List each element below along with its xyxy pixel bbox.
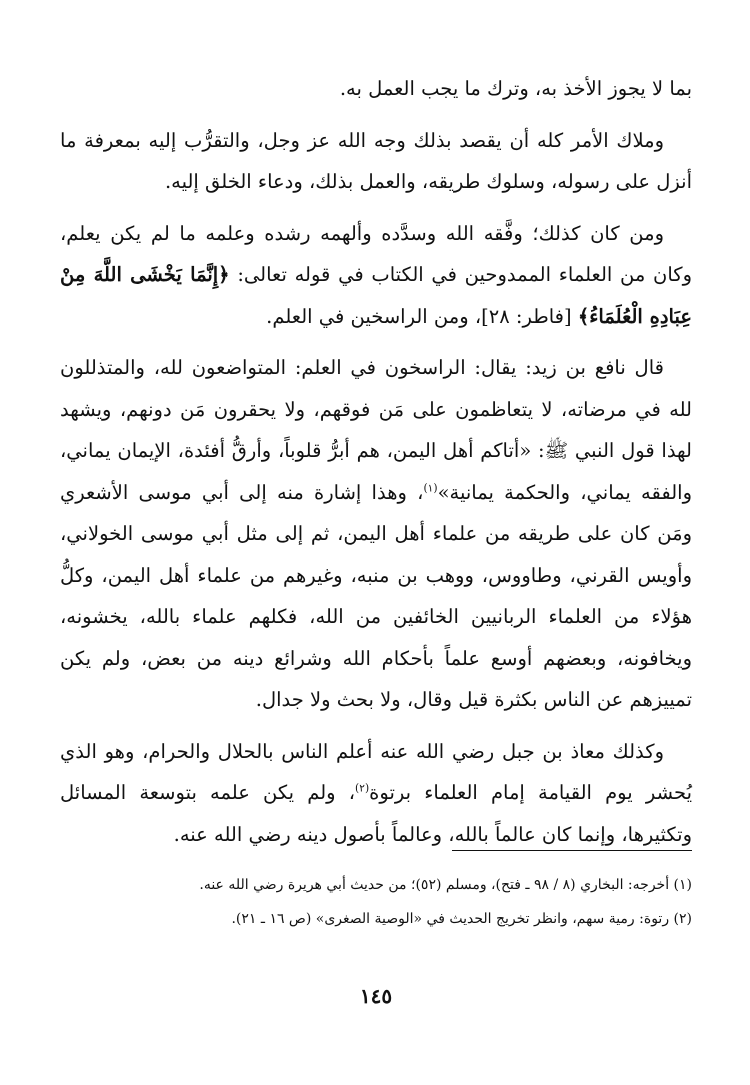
footnote-mark-1: (١) [423, 481, 438, 494]
footnote-2: (٢) رتوة: رمية سهم، وانظر تخريج الحديث في «الوصية الصغرى» (ص ١٦ ـ ٢١). [231, 911, 692, 927]
paragraph-1-text: بما لا يجوز الأخذ به، وترك ما يجب العمل به. [339, 77, 692, 100]
paragraph-5-continuation: ، ولم يكن علمه بتوسعة المسائل وتكثيرها، وإنما كان عالماً بالله، وعالماً بأصول دينه رضي الله عنه. [60, 781, 692, 846]
paragraph-2 [60, 120, 692, 203]
paragraph-4 [60, 347, 692, 721]
book-page [60, 0, 692, 1085]
quran-verse: ﴿إِنَّمَا يَخْشَى اللَّهَ مِنْ عِبَادِهِ الْعُلَمَاءُ﴾ [60, 263, 692, 328]
footnote-divider [452, 850, 692, 851]
paragraph-5-text: وكذلك معاذ بن جبل رضي الله عنه أعلم الناس بالحلال والحرام، وهو الذي يُحشر يوم القيامة إمام العلماء برتوة [60, 739, 693, 804]
paragraph-4-text: قال نافع بن زيد: يقال: الراسخون في العلم: المتواضعون لله، والمتذللون لله في مرضاته، لا يتعاظمون على مَن فوقهم، ولا يحقرون مَن دونهم، ويشهد لهذا قول النبي ﷺ: «أتاكم أهل اليمن، هم أبرُّ قلوباً، وأرقُّ أفئدة، الإيمان يماني، والفقه يماني، والحكمة يمانية» [60, 356, 693, 504]
main-text [60, 68, 692, 865]
footnote-1: (١) أخرجه: البخاري (٨ / ٩٨ ـ فتح)، ومسلم (٥٢)؛ من حديث أبي هريرة رضي الله عنه. [199, 877, 692, 893]
footnote-mark-2: (٢) [355, 781, 370, 795]
paragraph-5 [60, 731, 692, 856]
footnotes [60, 868, 692, 936]
paragraph-3 [60, 213, 692, 338]
paragraph-4-continuation: ، وهذا إشارة منه إلى أبي موسى الأشعري ومَن كان على طريقه من علماء أهل اليمن، ثم إلى مثل أبي موسى الخولاني، وأويس القرني، وطاووس، ووهب بن منبه، وغيرهم من علماء أهل اليمن، وكلُّ هؤلاء من العلماء الربانيين الخائفين من الله، فكلهم علماء بالله، يخشونه، ويخافونه، وبعضهم أوسع علماً بأحكام الله وشرائع دينه من بعض، ولم يكن تمييزهم عن الناس بكثرة قيل وقال، ولا بحث ولا جدال. [60, 480, 692, 711]
paragraph-3-text: ومن كان كذلك؛ وفَّقه الله وسدَّده وألهمه رشده وعلمه ما لم يكن يعلم، وكان من العلماء الممدوحين في الكتاب في قوله تعالى: [60, 221, 692, 286]
verse-reference: [فاطر: ٢٨]، ومن الراسخين في العلم. [266, 304, 572, 328]
paragraph-2-text: وملاك الأمر كله أن يقصد بذلك وجه الله عز وجل، والتقرُّب إليه بمعرفة ما أنزل على رسوله، وسلوك طريقه، والعمل بذلك، ودعاء الخلق إليه. [60, 128, 692, 193]
page-number: ١٤٥ [359, 984, 393, 1008]
paragraph-1 [60, 68, 692, 110]
